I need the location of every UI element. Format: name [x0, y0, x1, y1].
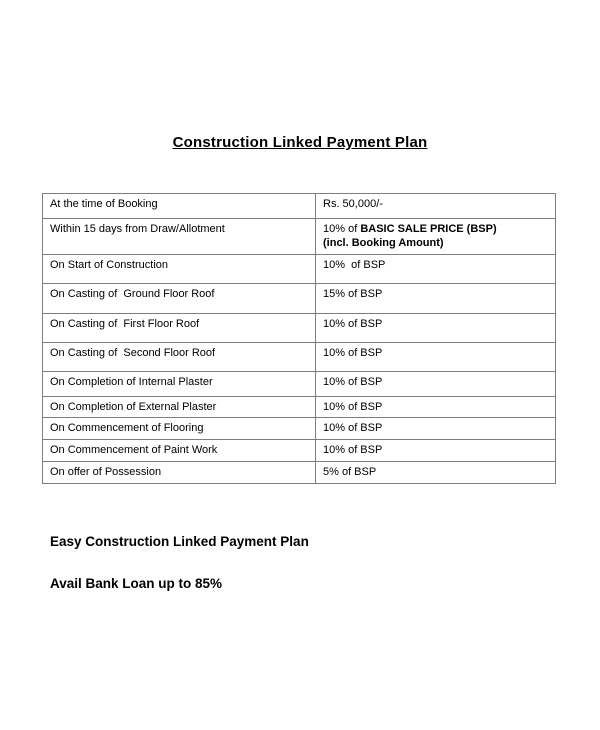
payment-text-bold: (incl. Booking Amount) [323, 236, 444, 249]
table-row [43, 342, 556, 371]
table-row [43, 194, 556, 219]
milestone-cell: On Commencement of Paint Work [43, 440, 316, 462]
payment-cell: 10% of BSP [316, 342, 556, 371]
payment-plan-table-body [43, 194, 556, 484]
payment-cell: 5% of BSP [316, 461, 556, 483]
milestone-cell: On Completion of Internal Plaster [43, 371, 316, 396]
payment-cell: 10% of BSP [316, 313, 556, 342]
payment-cell: Rs. 50,000/- [316, 194, 556, 219]
milestone-cell: On Start of Construction [43, 254, 316, 283]
payment-cell: 10% of BSP [316, 418, 556, 440]
payment-cell: 10% of BSP [316, 371, 556, 396]
payment-cell: 15% of BSP [316, 283, 556, 313]
table-row [43, 254, 556, 283]
payment-cell [316, 219, 556, 255]
payment-cell: 10% of BSP [316, 254, 556, 283]
table-row [43, 461, 556, 483]
table-row [43, 283, 556, 313]
milestone-cell: At the time of Booking [43, 194, 316, 219]
milestone-cell: On Casting of First Floor Roof [43, 313, 316, 342]
payment-text-bold: BASIC SALE PRICE (BSP) [360, 223, 497, 235]
milestone-cell: On Casting of Second Floor Roof [43, 342, 316, 371]
milestone-cell: On Casting of Ground Floor Roof [43, 283, 316, 313]
payment-cell: 10% of BSP [316, 396, 556, 418]
page-title: Construction Linked Payment Plan [172, 134, 428, 151]
table-row [43, 440, 556, 462]
milestone-cell: On offer of Possession [43, 461, 316, 483]
payment-plan-table [42, 193, 556, 484]
payment-text-normal: 10% of [323, 223, 361, 235]
footer-line-easy-plan: Easy Construction Linked Payment Plan [50, 533, 309, 549]
payment-cell: 10% of BSP [316, 440, 556, 462]
footer-line-bank-loan: Avail Bank Loan up to 85% [50, 575, 223, 591]
table-row [43, 219, 556, 255]
milestone-cell: On Commencement of Flooring [43, 418, 316, 440]
milestone-cell: Within 15 days from Draw/Allotment [43, 219, 316, 255]
table-row [43, 396, 556, 418]
table-row [43, 371, 556, 396]
table-row [43, 418, 556, 440]
milestone-cell: On Completion of External Plaster [43, 396, 316, 418]
table-row [43, 313, 556, 342]
